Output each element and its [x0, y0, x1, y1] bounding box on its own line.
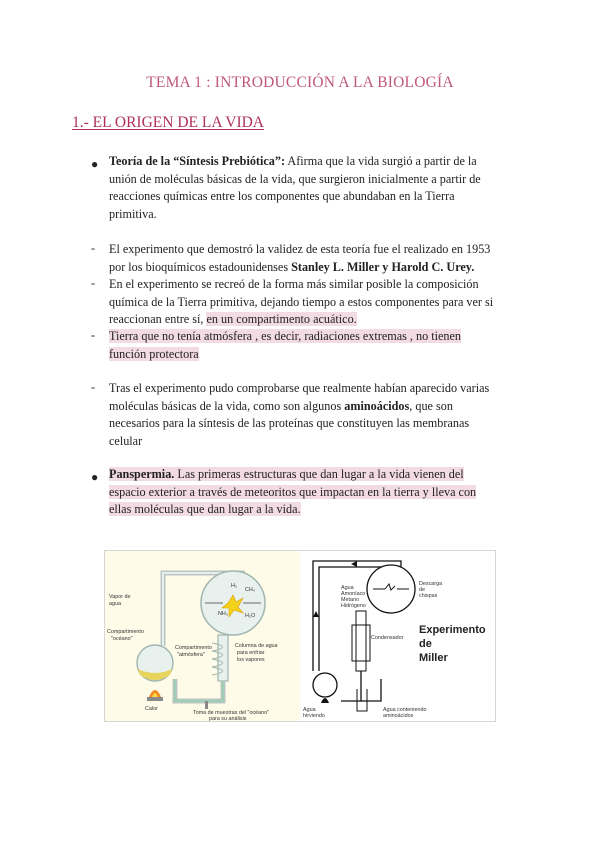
label-column: Columna de agua — [235, 643, 278, 649]
chem-h2o: H₂O — [245, 613, 256, 619]
miller-urey-figure — [104, 550, 496, 722]
label-column-3: los vapores — [237, 657, 265, 663]
highlighted-text — [109, 467, 464, 481]
text-line: química de la Tierra primitiva, dejando tiempo a estos componentes para ver si — [109, 294, 494, 309]
label-ammonia: Amoníaco — [341, 591, 366, 597]
label-boiling-water-2: hirviendo — [303, 713, 325, 719]
paragraph-panspermia — [109, 466, 549, 519]
term-aminoacidos: aminoácidos — [344, 398, 410, 413]
label-vapor-2: agua — [109, 601, 121, 607]
highlighted-text: en un compartimento acuático. — [206, 312, 357, 327]
label-hydrogen: Hidrógeno — [341, 603, 366, 609]
label-atmosphere-2: "atmósfera" — [177, 652, 205, 658]
chem-h2: H₂ — [231, 583, 237, 589]
label-discharge: Descarga — [419, 581, 443, 587]
text-line: reacciones químicas entre los componentes que abundaban en la Tierra — [109, 189, 455, 204]
text-line: El experimento que demostró la validez de esta teoría fue el realizado en 1953 — [109, 242, 491, 256]
boiling-flask — [313, 673, 337, 697]
label-sampling: Toma de muestras del "océano" — [193, 710, 270, 716]
text-line: Afirma que la vida surgió a partir de la — [285, 154, 477, 168]
dash-marker: - — [91, 328, 96, 342]
arrow-up-icon — [313, 611, 319, 617]
condenser-column — [218, 635, 228, 681]
dash-marker: - — [91, 241, 96, 255]
highlighted-text: ellas moléculas que dan lugar a la vida. — [109, 502, 301, 517]
label-amino-water-2: aminoácidos — [383, 713, 414, 719]
label-experiment-title-3: Miller — [419, 652, 448, 664]
label-column-2: para enfriar — [237, 650, 265, 656]
label-discharge-2: de — [419, 587, 425, 593]
label-experiment-title-2: de — [419, 638, 432, 650]
text-line: necesarios para la síntesis de las proteínas que constituyen las membranas — [109, 416, 470, 431]
paragraph-experimento — [109, 241, 529, 276]
section-heading: 1.- EL ORIGEN DE LA VIDA — [72, 114, 265, 131]
chem-nh3: NH₃ — [218, 611, 228, 617]
label-condenser: Condensador — [371, 635, 404, 641]
text-line: celular — [109, 433, 143, 448]
label-methane: Metano — [341, 597, 359, 603]
label-amino-water: Agua conteniendo — [383, 707, 427, 713]
label-atmosphere: Compartimento — [175, 645, 212, 651]
bullet-dot: ● — [91, 470, 99, 484]
apparatus-drawing-right — [301, 551, 495, 721]
term-sintesis-prebiotica: Teoría de la “Síntesis Prebiótica”: — [109, 154, 286, 168]
text-line: En el experimento se recreó de la forma más similar posible la composición — [109, 277, 479, 291]
paragraph-resultados — [109, 380, 549, 450]
text-line: reaccionan entre sí, — [109, 312, 207, 327]
arrow-right-icon — [351, 561, 357, 567]
label-discharge-3: chispas — [419, 593, 438, 599]
label-vapor: Vapor de — [109, 594, 131, 600]
paragraph-sintesis-prebiotica — [109, 153, 529, 223]
scientists-names: Stanley L. Miller y Harold C. Urey. — [291, 259, 475, 274]
text-line: Tras el experimento pudo comprobarse que realmente habían aparecido varias — [109, 381, 490, 395]
text-line: primitiva. — [109, 206, 157, 221]
label-sampling-2: para su análisis — [209, 716, 247, 721]
label-ocean: Compartimento — [107, 629, 144, 635]
highlighted-text: Tierra que no tenía atmósfera , es decir, radiaciones extremas , no tienen — [109, 329, 462, 343]
bullet-dot: ● — [91, 157, 99, 171]
highlighted-text: función protectora — [109, 346, 199, 361]
label-heat: Calor — [145, 706, 158, 712]
diagram-miller-apparatus-bw — [301, 551, 495, 721]
text-line: moléculas básicas de la vida, como son algunos — [109, 398, 345, 413]
dash-marker: - — [91, 380, 96, 394]
highlighted-text: espacio exterior a través de meteoritos que impactan en la tierra y lleva con — [109, 484, 477, 499]
label-boiling-water: Agua — [303, 707, 316, 713]
text-line: Las primeras estructuras que dan lugar a la vida vienen del — [174, 467, 464, 481]
paragraph-tierra-sin-atmosfera — [109, 328, 549, 363]
diagram-miller-apparatus-color — [105, 551, 300, 721]
document-title: TEMA 1 : INTRODUCCIÓN A LA BIOLOGÍA — [146, 74, 454, 91]
label-water: Agua — [341, 585, 354, 591]
text-line: unión de moléculas básicas de la vida, que surgieron inicialmente a partir de — [109, 171, 481, 186]
chem-ch4: CH₄ — [245, 587, 255, 593]
label-ocean-2: "océano" — [111, 636, 133, 642]
apparatus-drawing-left — [105, 551, 300, 721]
text-line: , que son — [409, 398, 453, 413]
flame-icon — [321, 698, 329, 703]
paragraph-recreacion — [109, 276, 549, 329]
text-line: por los bioquímicos estadounidenses — [109, 259, 292, 274]
dash-marker: - — [91, 276, 96, 290]
label-experiment-title: Experimento — [419, 624, 486, 636]
term-panspermia: Panspermia. — [109, 467, 175, 481]
